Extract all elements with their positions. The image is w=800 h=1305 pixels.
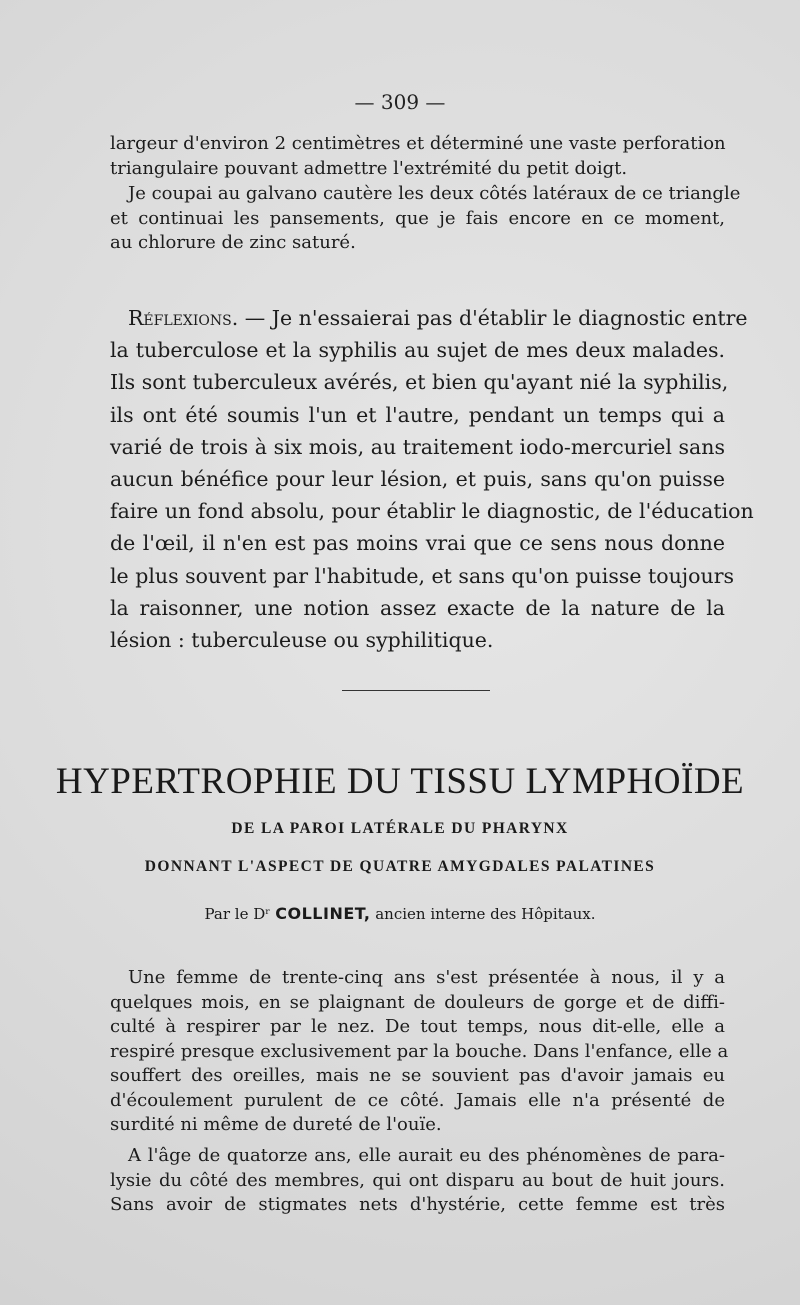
paragraph-treatment xyxy=(110,182,741,256)
text-line: souffert des oreilles, mais ne se souvient pas d'avoir jamais eu xyxy=(110,1065,725,1086)
text-line: faire un fond absolu, pour établir le diagnostic, de l'éducation xyxy=(110,499,754,524)
text-line xyxy=(110,302,748,334)
text-line: respiré presque exclusivement par la bouche. Dans l'enfance, elle a xyxy=(110,1040,729,1062)
text-line: varié de trois à six mois, au traitement iodo-mercuriel sans xyxy=(110,434,725,459)
text-line: la tuberculose et la syphilis au sujet de mes deux malades. xyxy=(110,338,725,363)
text-line: quelques mois, en se plaignant de douleurs de gorge et de diffi- xyxy=(110,991,725,1013)
text-line: largeur d'environ 2 centimètres et déterminé une vaste perforation xyxy=(110,133,726,154)
author-prefix: Par le Dʳ xyxy=(204,905,276,923)
text-line: et continuai les pansements, que je fais encore en ce moment, xyxy=(110,207,725,229)
text-line: au chlorure de zinc saturé. xyxy=(110,232,356,253)
text-line: Une femme de trente-cinq ans s'est présentée à nous, il y a xyxy=(128,967,725,988)
reflexions-label: Réflexions. xyxy=(128,306,239,330)
text-line: aucun bénéfice pour leur lésion, et puis, sans qu'on puisse xyxy=(110,467,725,492)
article-title: HYPERTROPHIE DU TISSU LYMPHOÏDE xyxy=(55,761,745,802)
page-number: — 309 — xyxy=(354,90,446,114)
paragraph-case-intro xyxy=(110,966,729,1138)
paragraph-history xyxy=(110,1144,725,1218)
text-line: de l'œil, il n'en est pas moins vrai que ce sens nous donne xyxy=(110,531,725,556)
text-line: Je coupai au galvano cautère les deux côtés latéraux de ce triangle xyxy=(128,183,741,204)
text-line: surdité ni même de dureté de l'ouïe. xyxy=(110,1114,442,1135)
paragraph-continuation xyxy=(110,132,725,181)
author-line xyxy=(0,904,800,923)
section-divider xyxy=(342,690,490,691)
text-line: A l'âge de quatorze ans, elle aurait eu des phénomènes de para- xyxy=(128,1145,725,1166)
text-line: le plus souvent par l'habitude, et sans qu'on puisse toujours xyxy=(110,563,735,588)
text-line: Ils sont tuberculeux avérés, et bien qu'ayant nié la syphilis, xyxy=(110,370,729,395)
author-name: COLLINET, xyxy=(275,904,371,923)
text-line: d'écoulement purulent de ce côté. Jamais elle n'a présenté de xyxy=(110,1089,725,1111)
text-line: ils ont été soumis l'un et l'autre, pendant un temps qui a xyxy=(110,402,725,427)
author-suffix: ancien interne des Hôpitaux. xyxy=(370,905,596,923)
text-line: culté à respirer par le nez. De tout temps, nous dit-elle, elle a xyxy=(110,1016,725,1037)
text-line: lésion : tuberculeuse ou syphilitique. xyxy=(110,628,494,653)
text-line: triangulaire pouvant admettre l'extrémité du petit doigt. xyxy=(110,157,628,179)
article-subtitle-2: DONNANT L'ASPECT DE QUATRE AMYGDALES PALATINES xyxy=(144,858,656,875)
reflexions-first-line: — Je n'essaierai pas d'établir le diagnostic entre xyxy=(238,306,748,330)
text-line: la raisonner, une notion assez exacte de la nature de la xyxy=(110,595,725,620)
text-line: Sans avoir de stigmates nets d'hystérie, cette femme est très xyxy=(110,1194,725,1215)
article-subtitle-1: DE LA PAROI LATÉRALE DU PHARYNX xyxy=(231,820,569,837)
text-line: lysie du côté des membres, qui ont disparu au bout de huit jours. xyxy=(110,1169,725,1191)
paragraph-reflexions xyxy=(110,302,754,656)
